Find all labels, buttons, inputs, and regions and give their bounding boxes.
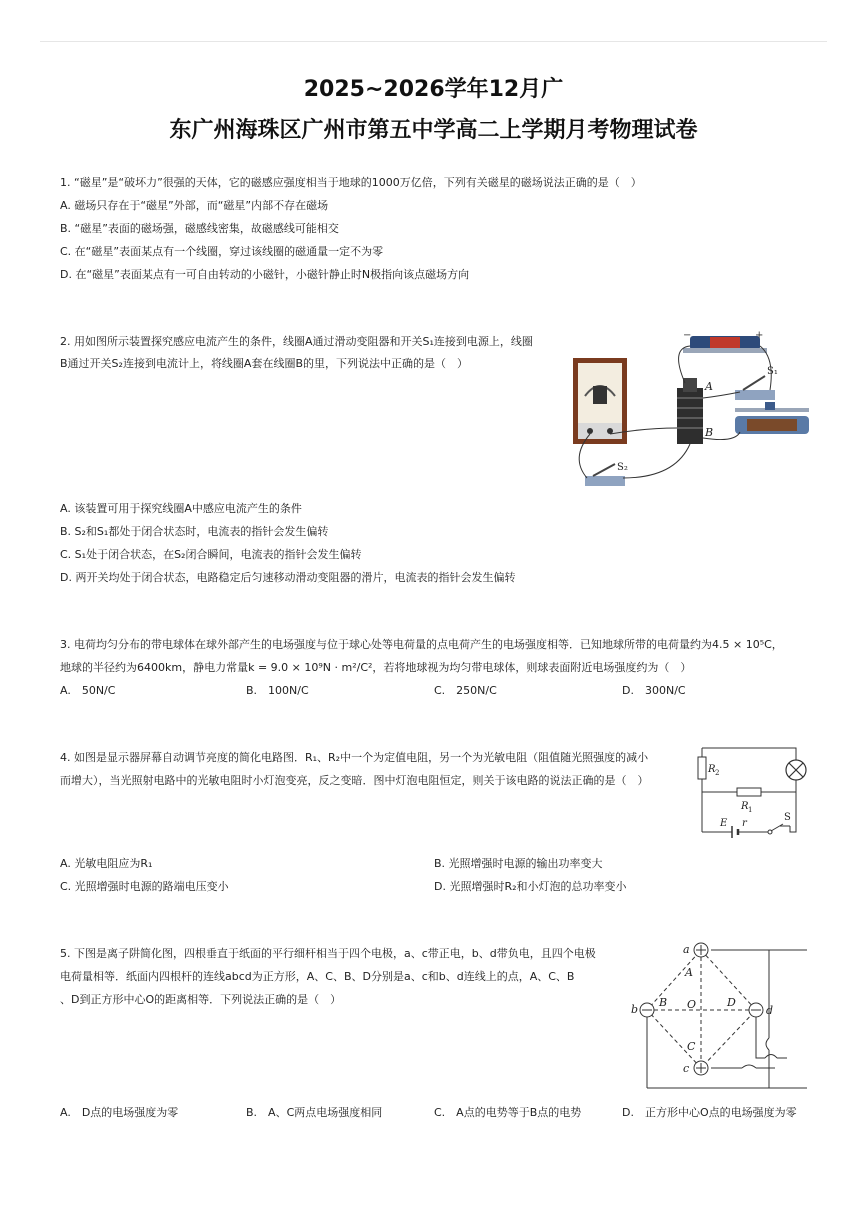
q4-option-c: C. 光照增强时电源的路端电压变小 — [60, 880, 229, 893]
q5-option-b: B. A、C两点电场强度相同 — [246, 1106, 383, 1119]
q5-ion-trap-figure — [625, 938, 810, 1093]
label-d: d — [766, 1004, 774, 1017]
q1-option-c: C. 在“磁星”表面某点有一个线圈，穿过该线圈的磁通量一定不为零 — [60, 245, 384, 258]
label-point-A: A — [685, 966, 693, 979]
emf-label: E — [720, 818, 728, 829]
page-title-line2: 东广州海珠区广州市第五中学高二上学期月考物理试卷 — [169, 118, 698, 143]
q3-stem-line2: 地球的半径约为6400km，静电力常量k = 9.0 × 10⁹N · m²/C²，若将地球视为均匀带电球体，则球表面附近电场强度约为（ ） — [60, 661, 692, 674]
battery-plus: + — [755, 330, 764, 341]
coil-b-label: B — [705, 426, 714, 439]
q4-stem-line2: 而增大），当光照射电路中的光敏电阻时小灯泡变亮，反之变暗．图中灯泡电阻恒定，则关于该电路的说法正确的是（ ） — [60, 774, 649, 787]
page-top-rule — [40, 41, 827, 42]
q2-option-c: C. S₁处于闭合状态，在S₂闭合瞬间，电流表的指针会发生偏转 — [60, 548, 362, 561]
label-b: b — [631, 1003, 639, 1016]
r2-resistor-icon — [698, 757, 706, 779]
q4-option-d: D. 光照增强时R₂和小灯泡的总功率变小 — [434, 880, 627, 893]
label-point-C: C — [687, 1040, 696, 1053]
q4-option-b: B. 光照增强时电源的输出功率变大 — [434, 857, 603, 870]
q1-option-a: A. 磁场只存在于“磁星”外部，而“磁星”内部不存在磁场 — [60, 199, 329, 212]
label-a: a — [683, 943, 690, 956]
q1-stem: 1. “磁星”是“破坏力”很强的天体，它的磁感应强度相当于地球的1000万亿倍，下列有关磁星的磁场说法正确的是（ ） — [60, 176, 642, 189]
q3-option-d: D. 300N/C — [622, 684, 686, 697]
coil-a-label: A — [705, 380, 713, 393]
q1-option-b: B. “磁星”表面的磁场强，磁感线密集，故磁感线可能相交 — [60, 222, 339, 235]
switch-s2-label: S₂ — [617, 462, 628, 473]
q2-option-b: B. S₂和S₁都处于闭合状态时，电流表的指针会发生偏转 — [60, 525, 329, 538]
switch-s2-icon — [585, 476, 625, 486]
battery-minus: − — [683, 330, 692, 341]
q1-option-d: D. 在“磁星”表面某点有一可自由转动的小磁针，小磁针静止时N极指向该点磁场方向 — [60, 268, 470, 281]
internal-r-label: r — [742, 818, 747, 829]
q3-option-a: A. 50N/C — [60, 684, 116, 697]
q5-option-d: D. 正方形中心O点的电场强度为零 — [622, 1106, 797, 1119]
label-c: c — [683, 1062, 690, 1075]
q2-stem-line1: 2. 用如图所示装置探究感应电流产生的条件，线圈A通过滑动变阻器和开关S₁连接到电源上，线圈 — [60, 335, 533, 348]
label-point-D: D — [727, 996, 736, 1009]
coil-icon — [677, 388, 703, 444]
q3-stem-line1: 3. 电荷均匀分布的带电球体在球外部产生的电场强度与位于球心处等电荷量的点电荷产生的电场强度相等．已知地球所带的电荷量约为4.5 × 10⁵C， — [60, 638, 783, 651]
q2-stem-line2: B通过开关S₂连接到电流计上，将线圈A套在线圈B的里，下列说法中正确的是（ ） — [60, 357, 469, 370]
q2-option-d: D. 两开关均处于闭合状态，电路稳定后匀速移动滑动变阻器的滑片，电流表的指针会发生偏转 — [60, 571, 516, 584]
r2-sub: 2 — [715, 769, 720, 777]
q5-stem-line1: 5. 下图是离子阱简化图，四根垂直于纸面的平行细杆相当于四个电极，a、c带正电，b、d带负电，且四个电极 — [60, 947, 596, 960]
switch-s1-icon — [735, 390, 775, 400]
q4-option-a: A. 光敏电阻应为R₁ — [60, 857, 153, 870]
r1-resistor-icon — [737, 788, 761, 796]
label-center-O: O — [687, 998, 697, 1011]
r1-label: R — [741, 801, 749, 812]
q5-option-a: A. D点的电场强度为零 — [60, 1106, 179, 1119]
page-title-line1: 2025~2026学年12月广 — [303, 77, 564, 102]
switch-s1-label: S₁ — [767, 366, 778, 377]
q5-option-c: C. A点的电势等于B点的电势 — [434, 1106, 582, 1119]
q2-option-a: A. 该装置可用于探究线圈A中感应电流产生的条件 — [60, 502, 302, 515]
q4-circuit-figure — [690, 740, 810, 845]
q2-apparatus-figure — [565, 328, 815, 490]
r2-label: R — [708, 764, 716, 775]
q3-option-c: C. 250N/C — [434, 684, 497, 697]
label-point-B: B — [659, 996, 668, 1009]
r1-sub: 1 — [748, 806, 753, 814]
q3-option-b: B. 100N/C — [246, 684, 309, 697]
q5-stem-line2: 电荷量相等．纸面内四根杆的连线abcd为正方形，A、C、B、D分别是a、c和b、d连线上的点，A、C、B — [60, 970, 575, 983]
q4-stem-line1: 4. 如图是显示器屏幕自动调节亮度的简化电路图．R₁、R₂中一个为定值电阻，另一个为光敏电阻（阻值随光照强度的减小 — [60, 751, 649, 764]
switch-label: S — [784, 812, 791, 823]
q5-stem-line3: 、D到正方形中心O的距离相等．下列说法正确的是（ ） — [60, 993, 342, 1006]
